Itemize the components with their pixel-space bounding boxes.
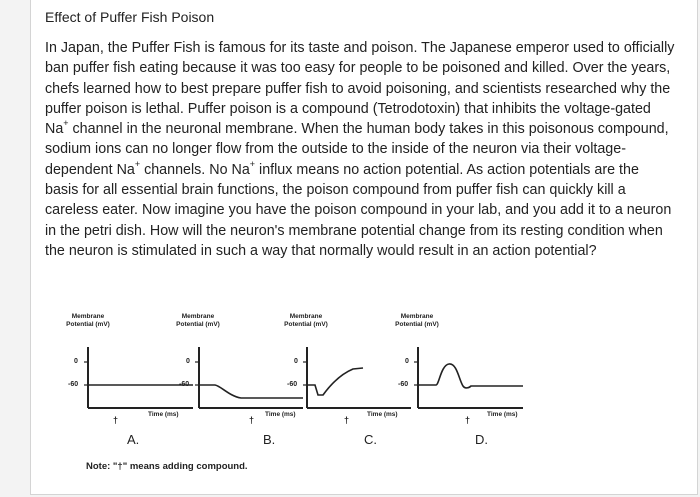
compound-marker-icon: † — [344, 415, 350, 425]
trace-line — [307, 368, 363, 395]
compound-marker-icon: † — [249, 415, 255, 425]
x-axis-label: Time (ms) — [367, 411, 398, 418]
paragraph-line: dependent Na+ channels. No Na+ influx means no action potential. As action potentials are the — [45, 159, 639, 178]
question-title: Effect of Puffer Fish Poison — [45, 9, 215, 25]
tick-label-neg60: -60 — [287, 381, 298, 388]
note-text: Note: "†" means adding compound. — [86, 461, 248, 472]
paragraph-line: In Japan, the Puffer Fish is famous for its taste and poison. The Japanese emperor used to officially — [45, 40, 675, 56]
y-axis-label: Membrane Potential (mV) — [395, 313, 439, 328]
x-axis-label: Time (ms) — [265, 411, 296, 418]
option-letter: A. — [127, 432, 140, 447]
tick-label-0: 0 — [186, 358, 190, 365]
trace-line — [418, 364, 523, 388]
compound-marker-icon: † — [113, 415, 119, 425]
compound-marker-icon: † — [465, 415, 471, 425]
answer-graphs — [31, 300, 699, 480]
x-axis-label: Time (ms) — [148, 411, 179, 418]
paragraph-line: puffer poison is lethal. Puffer poison is a compound (Tetrodotoxin) that inhibits the voltage-gated — [45, 100, 651, 117]
graph-option-d[interactable] — [383, 300, 523, 460]
paragraph-line: basis for all essential brain functions, the poison compound from puffer fish can quickly kill a — [45, 182, 626, 199]
tick-label-neg60: -60 — [179, 381, 190, 388]
option-letter: D. — [475, 432, 488, 447]
option-letter: C. — [364, 432, 377, 447]
question-card — [30, 0, 698, 495]
tick-label-neg60: -60 — [398, 381, 409, 388]
tick-label-neg60: -60 — [68, 381, 79, 388]
tick-label-0: 0 — [294, 358, 298, 365]
y-axis-label: Membrane Potential (mV) — [176, 313, 220, 328]
paragraph-line: the neuron is stimulated in such a way that normally would result in an action potential? — [45, 242, 597, 259]
paragraph-line: chefs learned how to best prepare puffer fish to avoid poisoning, and scientists researched why the — [45, 80, 671, 97]
graph-plot — [383, 300, 523, 460]
question-paragraph — [45, 38, 695, 261]
paragraph-line: Na+ channel in the neuronal membrane. When the human body takes in this poisonous compound, — [45, 118, 669, 138]
paragraph-line: careless eater. Now imagine you have the poison compound in your lab, and you add it to a neuron — [45, 202, 672, 219]
tick-label-0: 0 — [405, 358, 409, 365]
x-axis-label: Time (ms) — [487, 411, 518, 418]
paragraph-line: sodium ions can no longer flow from the outside to the inside of the neuron via their voltage- — [45, 141, 626, 158]
tick-label-0: 0 — [74, 358, 78, 365]
paragraph-line: in the petri dish. How will the neuron's membrane potential change from its resting condition when — [45, 222, 663, 239]
y-axis-label: Membrane Potential (mV) — [284, 313, 328, 328]
option-letter: B. — [263, 432, 276, 447]
y-axis-label: Membrane Potential (mV) — [66, 313, 110, 328]
paragraph-line: ban puffer fish eating because it was too easy for people to be poisoned and killed. Over the years, — [45, 60, 671, 77]
